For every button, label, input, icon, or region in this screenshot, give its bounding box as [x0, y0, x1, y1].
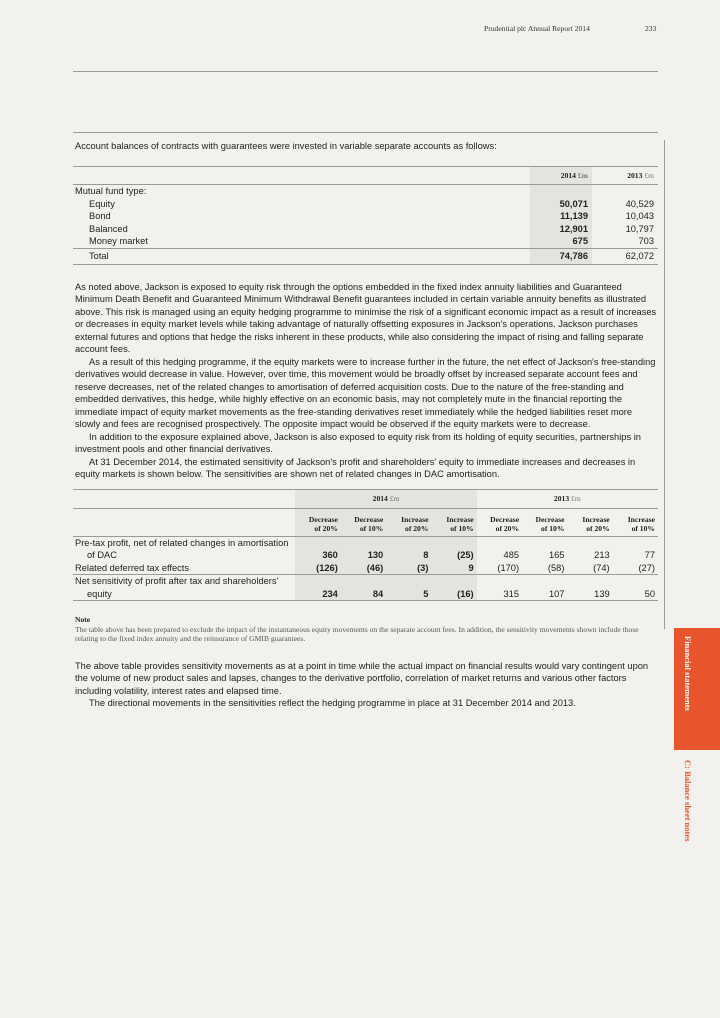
table-row — [73, 235, 658, 248]
paragraph: As noted above, Jackson is exposed to equity risk through the options embedded in the fixed index annuity liabilities and Guaranteed Minimum Death Benefit and Guaranteed Minimum Withdrawal Benefit guarantees included in certain variable annuity benefits as illustrated above. This risk is managed using an equity hedging programme to minimise the risk of a significant economic impact as a result of increases or decreases in equity market levels while taking advantage of naturally offsetting exposures in Jackson's operations. Jackson purchases external futures and options that hedge the risks inherent in these products, while also considering the impact of rising and falling separate account fees. — [75, 281, 657, 354]
table-row — [73, 210, 658, 223]
table-row — [73, 185, 658, 198]
guarantee-balances-table — [73, 166, 658, 265]
note-heading: Note — [75, 615, 91, 624]
header-rule — [73, 71, 658, 72]
year-header-2014: 2014 £m — [295, 489, 476, 508]
table-row — [73, 536, 658, 549]
cell-2014: 50,071 — [530, 198, 592, 211]
main-content — [73, 132, 658, 710]
table-row: equity 234 84 5 (16) 315 107 139 50 — [73, 588, 658, 601]
row-label: Balanced — [89, 223, 128, 234]
total-2013: 62,072 — [592, 248, 658, 264]
table-note — [73, 615, 658, 644]
col-header: Increase of 20% — [386, 508, 431, 536]
row-label: Net sensitivity of profit after tax and shareholders' — [75, 576, 279, 586]
paragraph: As a result of this hedging programme, if the equity markets were to increase further in the future, the net effect of Jackson's free-standing derivatives would decrease in value. However, over time, this movement would be broadly offset by increased separate account fees and reserve decreases, net of the related changes to amortisation of deferred acquisition costs. Due to the nature of the free-standing and embedded derivatives, this hedge, while highly effective on an economic basis, may not completely mute in the financial reporting the immediate impact of equity market movements as the free-standing derivatives reset immediately while the hedged liabilities reset more slowly and fees are recognised prospectively. The opposite impact would be observed if the equity markets were to decrease. — [75, 356, 656, 429]
col-header-2014: 2014 £m — [530, 167, 592, 185]
total-row — [73, 248, 658, 264]
row-label: Related deferred tax effects — [73, 562, 295, 575]
cell-2013: 10,797 — [625, 223, 654, 234]
page-number: 233 — [645, 24, 657, 33]
intro-text: Account balances of contracts with guarantees were invested in variable separate accounts as follows: — [75, 141, 497, 151]
right-margin-rule — [664, 140, 665, 629]
cell-2013: 703 — [638, 236, 654, 246]
row-label: Equity — [89, 198, 115, 209]
note-text: The table above has been prepared to exclude the impact of the instantaneous equity movements on the separate account fees. In addition, the sensitivity movements shown include those relating to the fixed index annuity and the reinsurance of GMIB guarantees. — [75, 624, 639, 643]
cell-2014: 12,901 — [530, 223, 592, 236]
row-label: equity — [73, 588, 295, 601]
table-row — [73, 223, 658, 236]
total-label: Total — [73, 248, 530, 264]
section-rule — [73, 132, 658, 133]
table-row: of DAC 360 130 8 (25) 485 165 213 77 — [73, 549, 658, 562]
table-row — [73, 198, 658, 211]
paragraph: At 31 December 2014, the estimated sensitivity of Jackson's profit and shareholders' equity to immediate increases and decreases in equity markets is shown below. The sensitivities are shown net of related changes in DAC amortisation. — [75, 456, 636, 479]
col-header: Decrease of 10% — [522, 508, 567, 536]
cell-2013: 10,043 — [625, 211, 654, 221]
row-label: Money market — [89, 236, 148, 246]
col-header: Increase of 10% — [431, 508, 476, 536]
paragraph: The directional movements in the sensitivities reflect the hedging programme in place at 31 December 2014 and 2013. — [89, 698, 576, 708]
table-row: Related deferred tax effects (126) (46) (3) 9 (170) (58) (74) (27) — [73, 562, 658, 575]
col-header: Decrease of 10% — [341, 508, 386, 536]
total-2014: 74,786 — [530, 248, 592, 264]
paragraph: In addition to the exposure explained above, Jackson is also exposed to equity risk from its holding of equity securities, partnerships in investment pools and other financial derivatives. — [75, 431, 641, 454]
cell-2013: 40,529 — [625, 198, 654, 209]
subsection-tab-label: C: Balance sheet notes — [683, 760, 693, 842]
cell-2014: 11,139 — [530, 210, 592, 223]
row-label: of DAC — [87, 550, 117, 560]
col-header: Increase of 20% — [567, 508, 612, 536]
col-header-2013: 2013 £m — [592, 167, 658, 185]
table-row — [73, 575, 658, 588]
sensitivity-table — [73, 489, 658, 602]
col-header: Decrease of 20% — [295, 508, 340, 536]
row-label: Bond — [89, 211, 111, 221]
year-header-2013: 2013 £m — [477, 489, 658, 508]
col-header: Decrease of 20% — [477, 508, 522, 536]
section-tab-label: Financial statements — [683, 636, 693, 711]
group-label: Mutual fund type: — [75, 186, 147, 196]
paragraph: The above table provides sensitivity movements as at a point in time while the actual impact on financial results would vary contingent upon the volume of new product sales and lapses, changes to the derivative portfolio, correlation of market returns and various other factors including volatility, interest rates and elapsed time. — [75, 660, 649, 696]
col-header: Increase of 10% — [613, 508, 658, 536]
cell-2014: 675 — [530, 235, 592, 248]
column-header-row — [73, 508, 658, 536]
row-label: Pre-tax profit, net of related changes in amortisation — [75, 537, 289, 548]
year-header-row — [73, 489, 658, 508]
report-title: Prudential plc Annual Report 2014 — [484, 24, 590, 33]
table-header-row — [73, 167, 658, 185]
